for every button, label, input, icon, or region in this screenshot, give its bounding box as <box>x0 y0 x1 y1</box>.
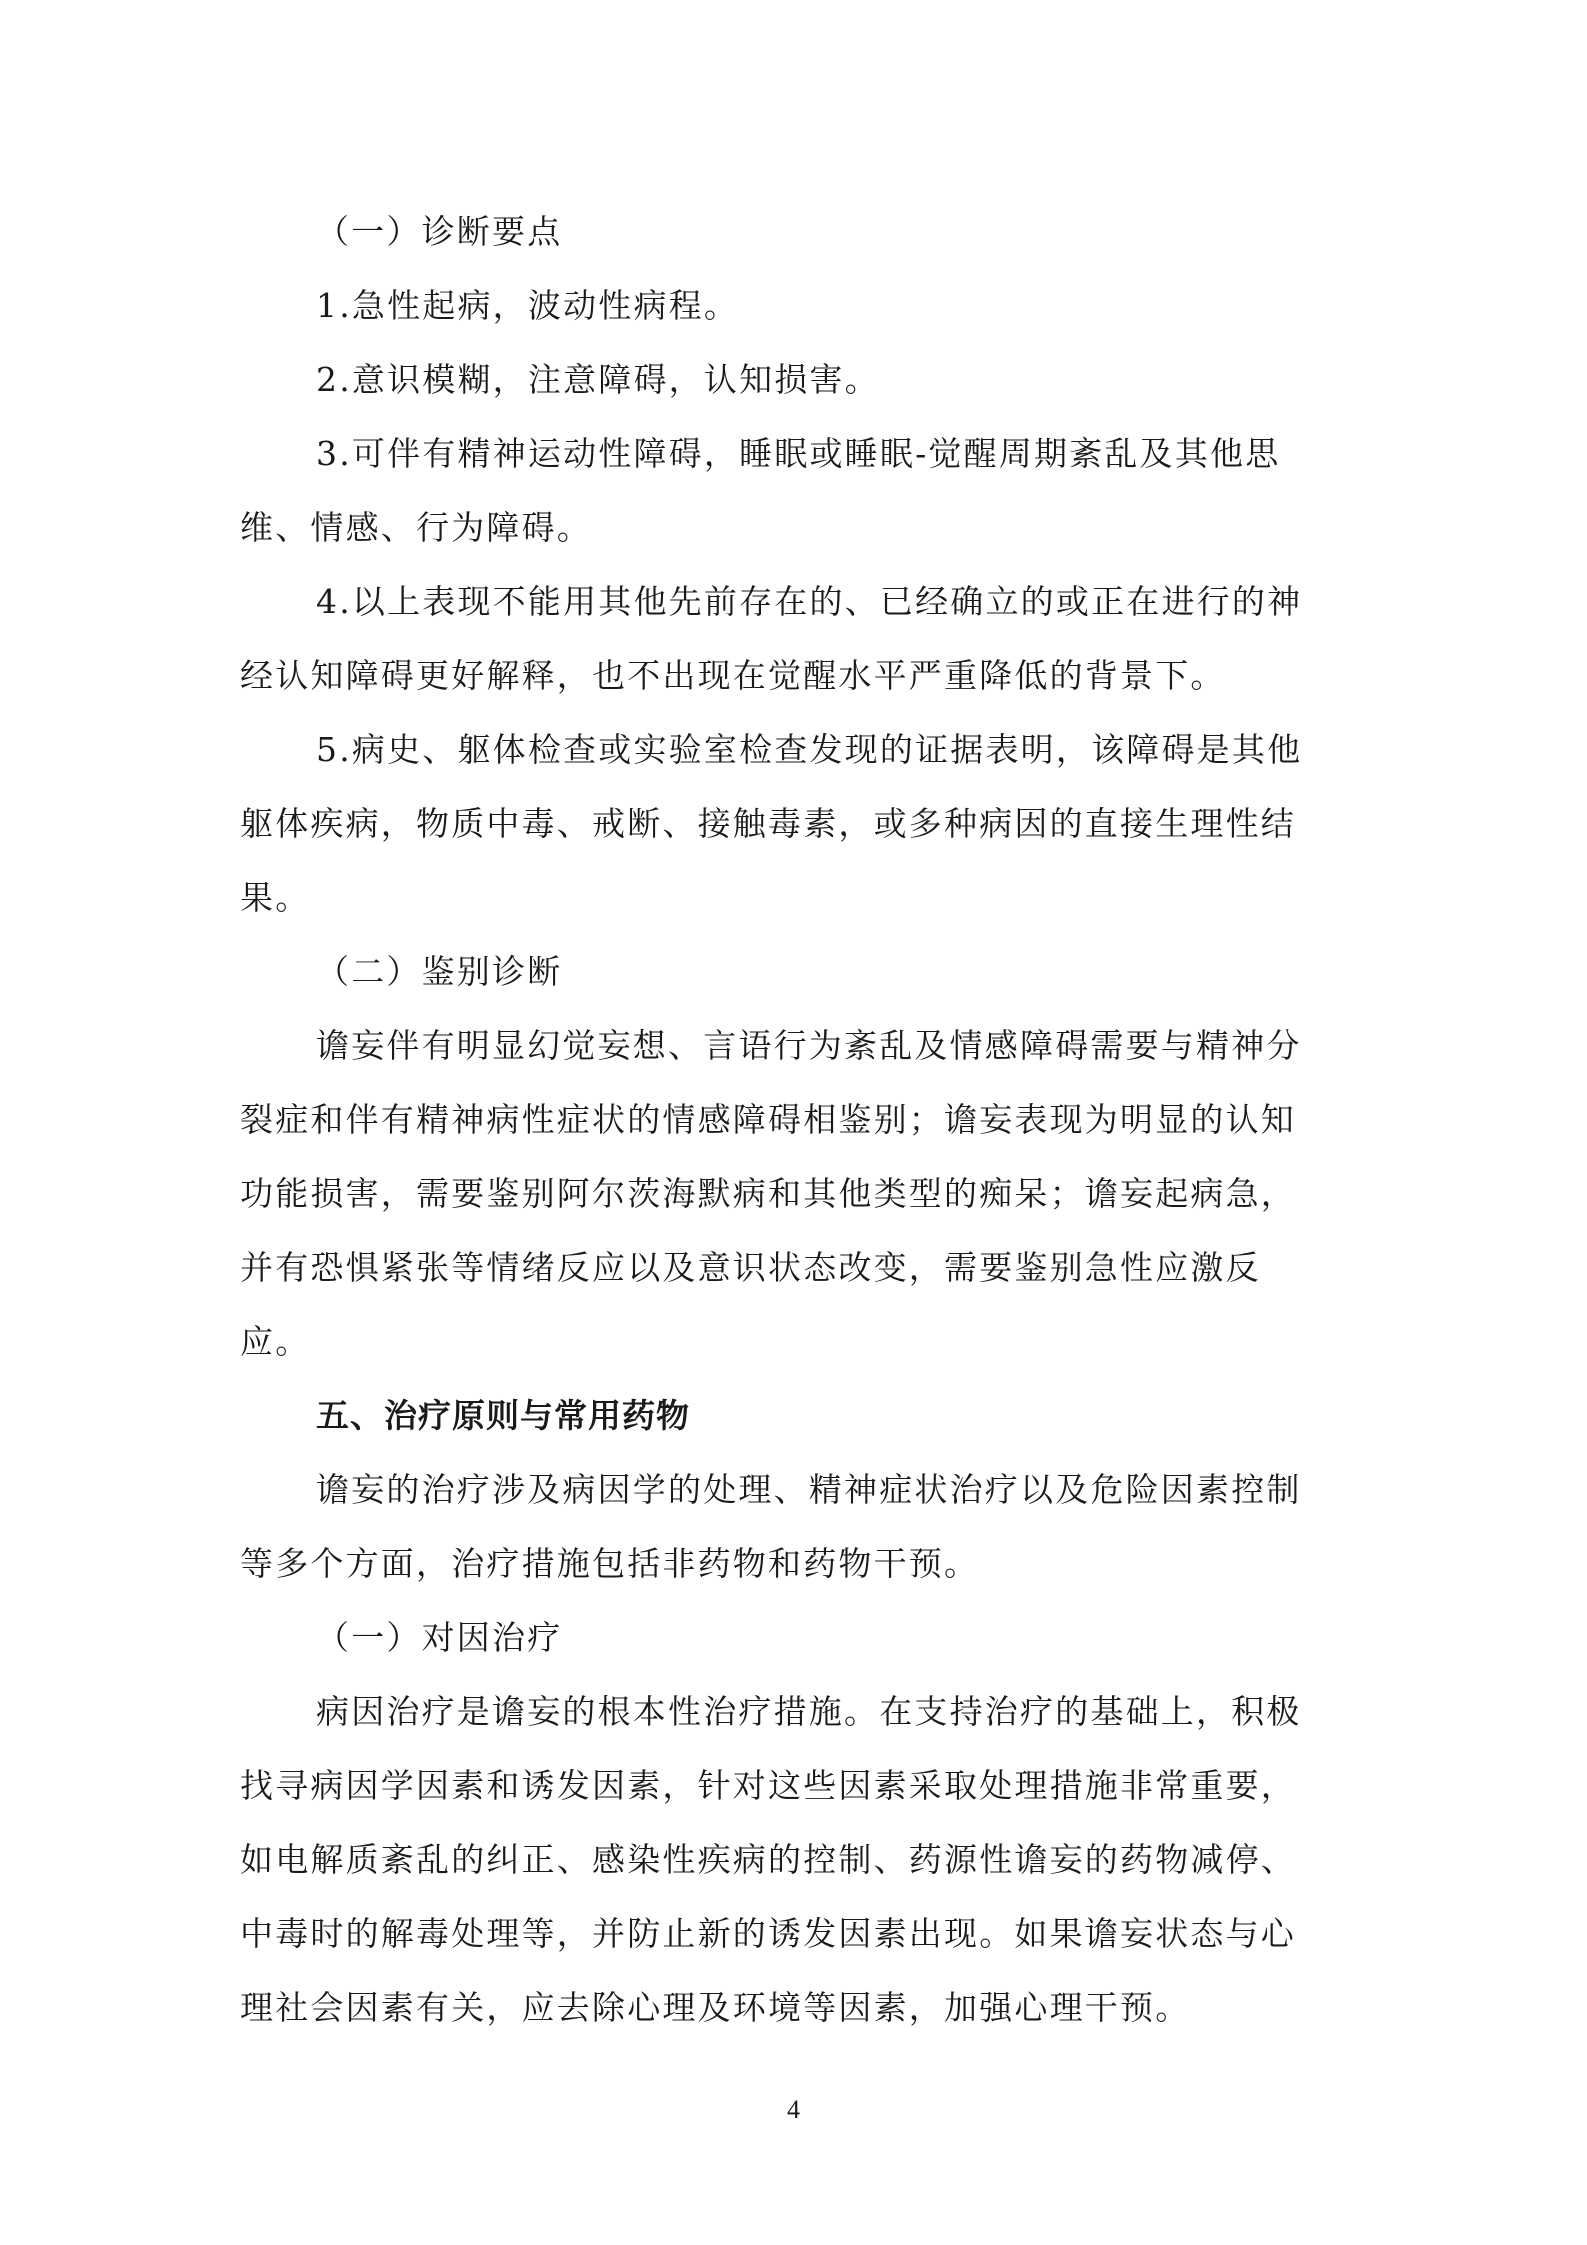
paragraph-line: 4.以上表现不能用其他先前存在的、已经确立的或正在进行的神 <box>316 582 1303 621</box>
paragraph-line: 躯体疾病，物质中毒、戒断、接触毒素，或多种病因的直接生理性结 <box>240 804 1296 843</box>
paragraph-line: 并有恐惧紧张等情绪反应以及意识状态改变，需要鉴别急性应激反 <box>240 1248 1261 1287</box>
paragraph-line: 2.意识模糊，注意障碍，认知损害。 <box>316 360 880 399</box>
paragraph-line: 维、情感、行为障碍。 <box>240 508 592 547</box>
paragraph-line: 裂症和伴有精神病性症状的情感障碍相鉴别；谵妄表现为明显的认知 <box>240 1100 1296 1139</box>
section-heading-treatment: 五、治疗原则与常用药物 <box>316 1396 690 1435</box>
paragraph-line: 如电解质紊乱的纠正、感染性疾病的控制、药源性谵妄的药物减停、 <box>240 1840 1296 1879</box>
paragraph-line: 等多个方面，治疗措施包括非药物和药物干预。 <box>240 1544 980 1583</box>
paragraph-line: 1.急性起病，波动性病程。 <box>316 286 740 325</box>
subheading-diagnosis-points: （一）诊断要点 <box>316 212 563 251</box>
paragraph-line: 果。 <box>240 878 311 917</box>
paragraph-line: 经认知障碍更好解释，也不出现在觉醒水平严重降低的背景下。 <box>240 656 1226 695</box>
subheading-cause-treatment: （一）对因治疗 <box>316 1618 563 1657</box>
paragraph-line: 5.病史、躯体检查或实验室检查发现的证据表明，该障碍是其他 <box>316 730 1303 769</box>
subheading-differential-diagnosis: （二）鉴别诊断 <box>316 952 563 991</box>
paragraph-line: 谵妄伴有明显幻觉妄想、言语行为紊乱及情感障碍需要与精神分 <box>316 1026 1302 1065</box>
paragraph-line: 病因治疗是谵妄的根本性治疗措施。在支持治疗的基础上，积极 <box>316 1692 1302 1731</box>
paragraph-line: 3.可伴有精神运动性障碍，睡眠或睡眠-觉醒周期紊乱及其他思 <box>316 434 1281 473</box>
paragraph-line: 功能损害，需要鉴别阿尔茨海默病和其他类型的痴呆；谵妄起病急， <box>240 1174 1296 1213</box>
paragraph-line: 中毒时的解毒处理等，并防止新的诱发因素出现。如果谵妄状态与心 <box>240 1914 1296 1953</box>
paragraph-line: 应。 <box>240 1322 311 1361</box>
page-number: 4 <box>787 2095 800 2124</box>
paragraph-line: 谵妄的治疗涉及病因学的处理、精神症状治疗以及危险因素控制 <box>316 1470 1302 1509</box>
paragraph-line: 找寻病因学因素和诱发因素，针对这些因素采取处理措施非常重要， <box>240 1766 1296 1805</box>
paragraph-line: 理社会因素有关，应去除心理及环境等因素，加强心理干预。 <box>240 1988 1191 2027</box>
